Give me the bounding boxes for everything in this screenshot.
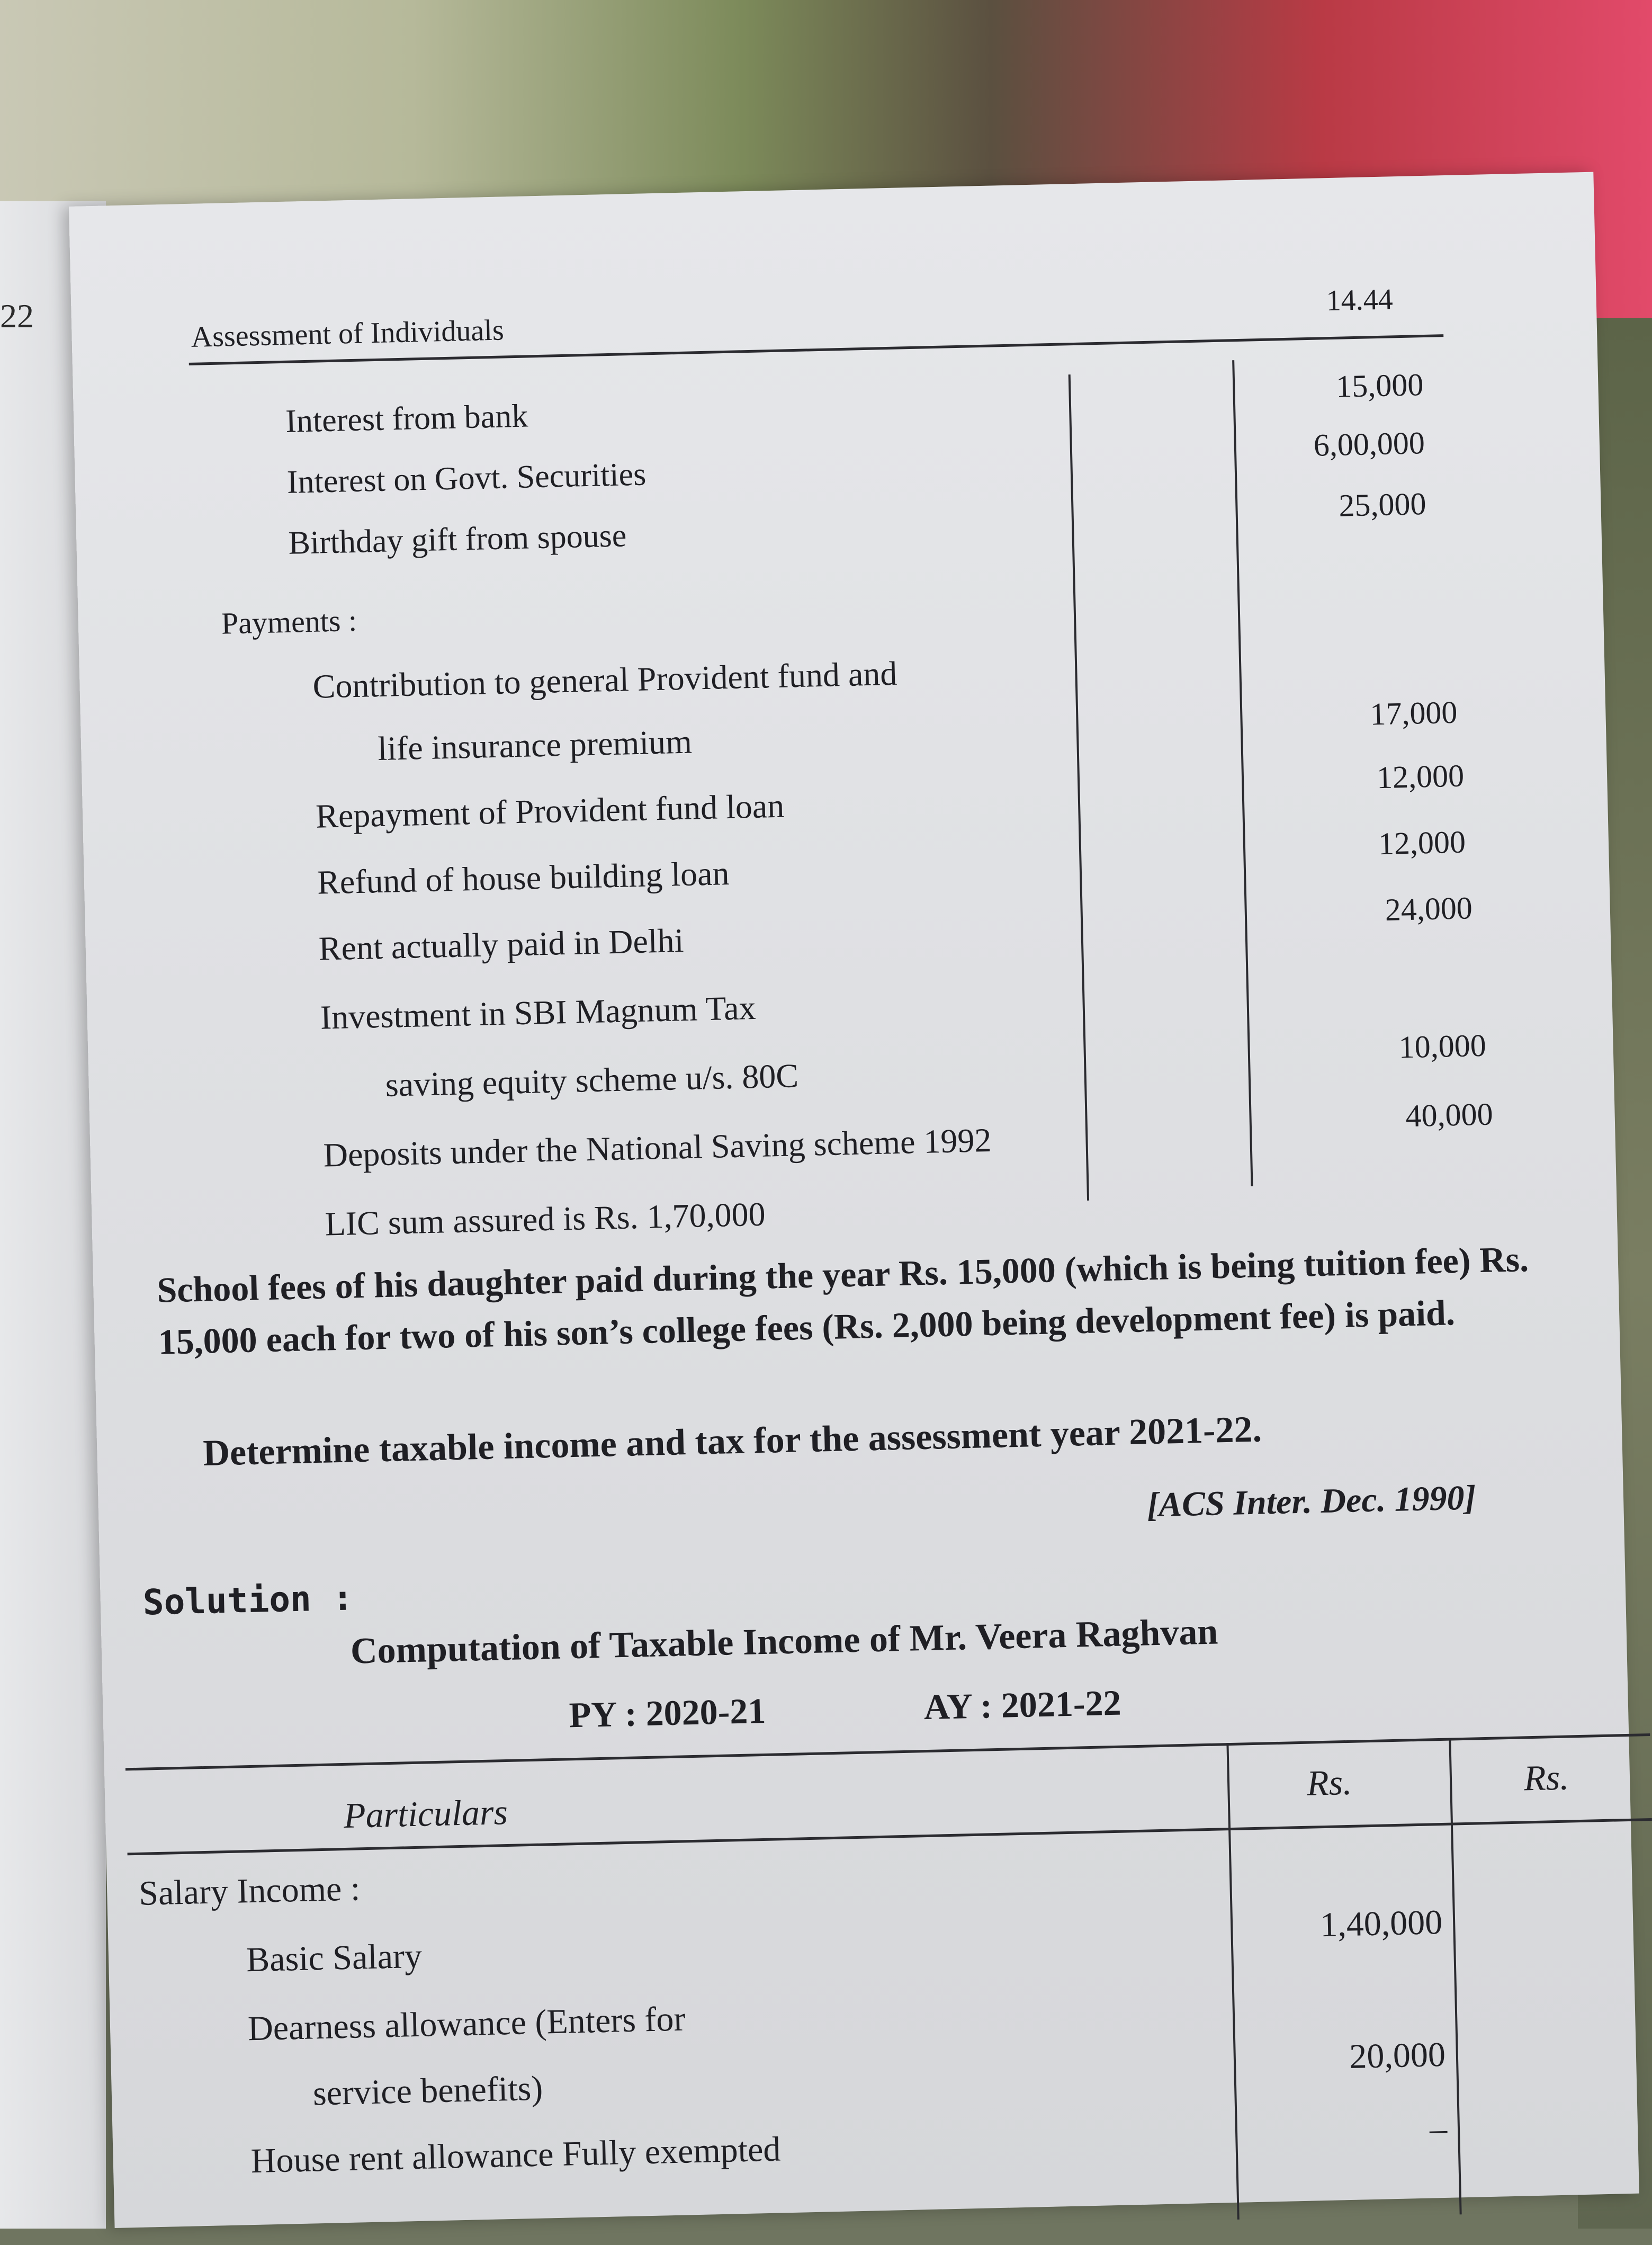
table-row-amount: – [1429, 2109, 1448, 2149]
table-top-rule [125, 1733, 1650, 1770]
payment-item-amount: 40,000 [1405, 1096, 1494, 1134]
book-page [69, 172, 1639, 2228]
payment-item-label: saving equity scheme u/s. 80C [384, 1057, 799, 1104]
table-column-divider-1 [1226, 1743, 1239, 2220]
table-row-label: Salary Income : [138, 1869, 361, 1913]
citation: [ACS Inter. Dec. 1990] [1146, 1478, 1477, 1525]
table-row-amount: 20,000 [1349, 2035, 1446, 2077]
payment-item-label: life insurance premium [377, 722, 693, 768]
question-text: Determine taxable income and tax for the assessment year 2021-22. [202, 1409, 1262, 1474]
payment-item-amount: 12,000 [1376, 758, 1465, 795]
payment-item-amount: 17,000 [1369, 694, 1458, 732]
solution-label: Solution : [142, 1577, 354, 1623]
income-item-amount: 15,000 [1335, 367, 1424, 404]
table-column-divider-2 [1449, 1738, 1461, 2215]
table-row-label: House rent allowance Fully exempted [250, 2130, 782, 2181]
previous-year-label: PY : 2020-21 [569, 1690, 767, 1736]
payment-item-label: Investment in SBI Magnum Tax [320, 988, 757, 1036]
payment-item-amount: 12,000 [1378, 824, 1466, 862]
column-divider-right [1232, 360, 1253, 1186]
income-item-label: Interest on Govt. Securities [286, 456, 647, 500]
computation-title: Computation of Taxable Income of Mr. Veera Raghvan [350, 1611, 1219, 1672]
income-item-amount: 6,00,000 [1313, 425, 1425, 463]
payment-item-amount: 10,000 [1398, 1027, 1487, 1065]
payments-heading: Payments : [221, 603, 357, 641]
table-header-rs-2: Rs. [1523, 1757, 1569, 1799]
table-row-amount: 1,40,000 [1319, 1902, 1443, 1945]
table-header-rs-1: Rs. [1306, 1761, 1352, 1803]
previous-page-number: 22 [0, 297, 34, 335]
payment-item-label: LIC sum assured is Rs. 1,70,000 [324, 1195, 766, 1243]
income-item-label: Interest from bank [285, 398, 528, 440]
school-fees-paragraph: School fees of his daughter paid during the year Rs. 15,000 (which is being tuition fee) Rs. 15,000 each for two of his son’s college fees (Rs. 2,000 being development fee) is paid. [156, 1238, 1529, 1362]
column-divider-left [1069, 374, 1089, 1201]
table-row-label: Dearness allowance (Enters for [247, 1999, 686, 2049]
income-item-label: Birthday gift from spouse [288, 517, 627, 561]
payment-item-label: Contribution to general Provident fund and [312, 654, 898, 705]
table-row-label: service benefits) [312, 2069, 543, 2113]
table-header-particulars: Particulars [343, 1791, 508, 1836]
assessment-year-label: AY : 2021-22 [923, 1682, 1122, 1728]
payment-item-label: Repayment of Provident fund loan [315, 786, 785, 835]
running-header: Assessment of Individuals [190, 314, 505, 354]
payment-item-label: Rent actually paid in Delhi [318, 922, 685, 968]
page-number: 14.44 [1325, 283, 1394, 318]
income-item-amount: 25,000 [1338, 486, 1427, 523]
payment-item-label: Deposits under the National Saving scheme 1992 [322, 1121, 992, 1174]
table-row-label: Basic Salary [246, 1936, 423, 1980]
payment-item-amount: 24,000 [1385, 890, 1473, 927]
payment-item-label: Refund of house building loan [317, 854, 730, 901]
